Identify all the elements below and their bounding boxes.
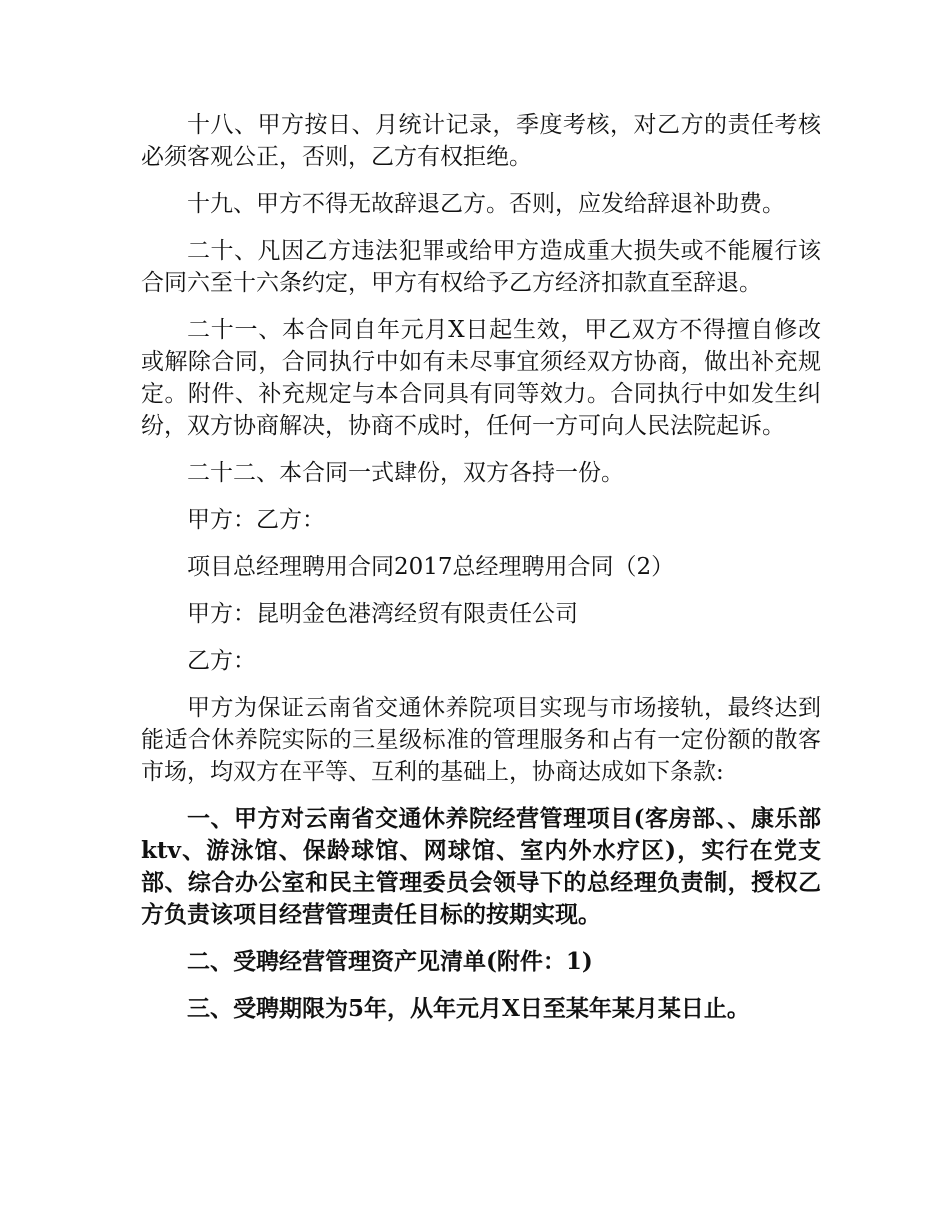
preamble-paragraph: 甲方为保证云南省交通休养院项目实现与市场接轨，最终达到能适合休养院实际的三星级标准的管理服务和占有一定份额的散客市场，均双方在平等、互利的基础上，协商达成如下条款: — [141, 695, 821, 785]
party-b-line: 乙方： — [187, 648, 256, 674]
clause-3: 三、受聘期限为5年，从年元月X日至某年某月某日止。 — [187, 995, 750, 1022]
second-contract-title: 项目总经理聘用合同2017总经理聘用合同（2） — [187, 554, 675, 580]
clause-1: 一、甲方对云南省交通休养院经营管理项目(客房部、、康乐部ktv、游泳馆、保龄球馆、网球馆、室内外水疗区)，实行在党支部、综合办公室和民主管理委员会领导下的总经理负责制，授权乙方负责该项目经营管理责任目标的按期实现。 — [141, 805, 821, 928]
paragraph-19: 十九、甲方不得无故辞退乙方。否则，应发给辞退补助费。 — [187, 191, 785, 217]
paragraph-20: 二十、凡因乙方违法犯罪或给甲方造成重大损失或不能履行该合同六至十六条约定，甲方有权给予乙方经济扣款直至辞退。 — [141, 238, 821, 296]
document-body — [141, 109, 821, 1040]
signature-line: 甲方：乙方： — [187, 507, 325, 533]
paragraph-18: 十八、甲方按日、月统计记录，季度考核，对乙方的责任考核必须客观公正，否则，乙方有权拒绝。 — [141, 112, 821, 170]
party-a-line: 甲方：昆明金色港湾经贸有限责任公司 — [187, 601, 578, 627]
paragraph-22: 二十二、本合同一式肆份，双方各持一份。 — [187, 460, 624, 486]
paragraph-21: 二十一、本合同自年元月X日起生效，甲乙双方不得擅自修改或解除合同，合同执行中如有未尽事宜须经双方协商，做出补充规定。附件、补充规定与本合同具有同等效力。合同执行中如发生纠纷，双方协商解决，协商不成时，任何一方可向人民法院起诉。 — [141, 317, 821, 439]
clause-2: 二、受聘经营管理资产见清单(附件：1) — [187, 948, 593, 975]
